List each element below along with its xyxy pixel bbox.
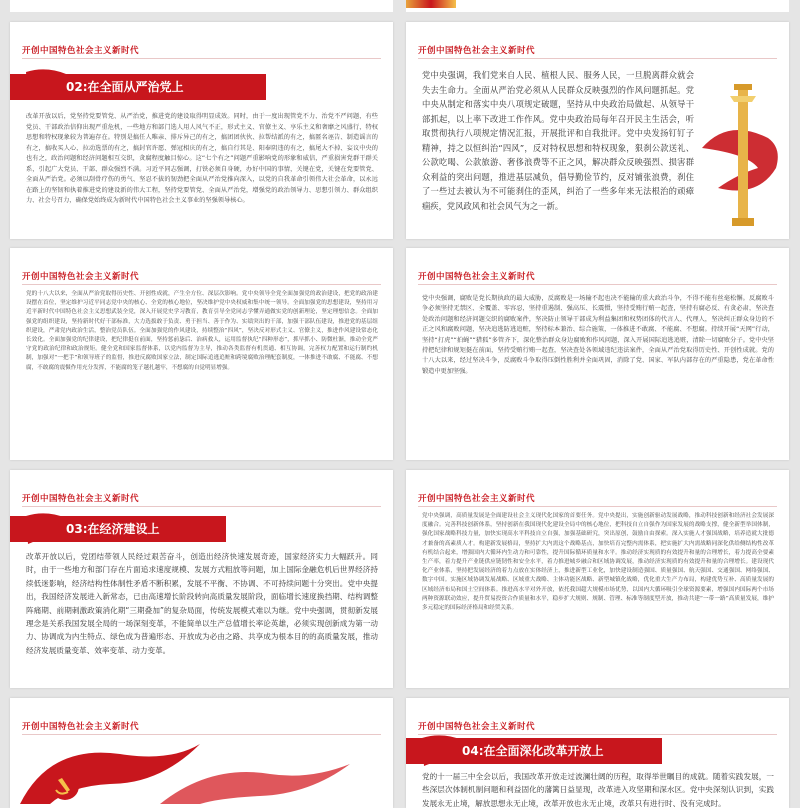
slide-body-text: 党中央强调，我们党来自人民、植根人民、服务人民，一旦脱离群众就会失去生命力。全面从严治党必须从人民群众反映强烈的作风问题抓起。党中央从制定和落实中央八项规定破题，坚持从中央政治局做起、从领导干部抓起，以上率下改进工作作风。党中央政治局每年召开民主生活会，听取贯彻执行八项规定情况汇报，开展批评和自我批评。党中央发扬钉钉子精神，持之以恒纠治“四风”，反对特权思想和特权现象，狠刹公款送礼、公款吃喝、公款旅游、奢侈浪费等不正之风，解决群众反映强烈、损害群众利益的突出问题，推进基层减负，倡导勤俭节约，反对铺张浪费，刹住了一些过去被认为不可能刹住的歪风，纠治了一些多年来无法根治的顽瘴痼疾，党风政风和社会风气为之一新。 — [422, 70, 694, 211]
prev-slide-right-strip — [406, 0, 789, 12]
header-divider — [22, 506, 381, 507]
section-title-02: 02:在全面从严治党上 — [10, 74, 266, 100]
fireworks-image — [406, 0, 456, 8]
red-ribbon-emblem-graphic — [10, 734, 393, 804]
ribbon-pillar-graphic — [698, 78, 784, 228]
slide-header-label: 开创中国特色社会主义新时代 — [22, 494, 140, 504]
slide-header-label: 开创中国特色社会主义新时代 — [418, 272, 536, 282]
prev-slide-left-strip — [10, 0, 393, 12]
slide-anti-corruption — [406, 248, 789, 460]
slide-header-label: 开创中国特色社会主义新时代 — [22, 722, 140, 732]
header-divider — [22, 284, 381, 285]
slide-body-text: 党中央强调，高质量发展是全面建设社会主义现代化国家的首要任务。党中央提出，实施创新驱动发展战略，推动科技创新和经济社会发展深度融合。完善科技创新体系，坚持创新在我国现代化建设全局中的核心地位，把科技自立自强作为国家发展的战略支撑，健全新型举国体制，强化国家战略科技力量，加快实现高水平科技自立自强，加强基础研究，突出原创，鼓励自由探索。深入实施人才强国战略，培养造就大批德才兼备的高素质人才。构建新发展格局，坚持扩大内需这个战略基点，加快培育完整内需体系，把实施扩大内需战略同深化供给侧结构性改革有机结合起来，增强国内大循环内生动力和可靠性，提升国际循环质量和水平。推动经济实现质的有效提升和量的合理增长，着力提高全要素生产率，着力提升产业链供应链韧性和安全水平，着力推进城乡融合和区域协调发展，推动经济实现质的有效提升和量的合理增长。建设现代化产业体系，坚持把发展经济的着力点放在实体经济上，推进新型工业化，加快建设制造强国、质量强国、航天强国、交通强国、网络强国、数字中国。实施区域协调发展战略、区域重大战略、主体功能区战略、新型城镇化战略，优化重大生产力布局，构建优势互补、高质量发展的区域经济布局和国土空间体系。推进高水平对外开放，依托我国超大规模市场优势，以国内大循环吸引全球资源要素，增强国内国际两个市场两种资源联动效应，提升贸易投资合作质量和水平，稳步扩大规则、规制、管理、标准等制度型开放，推动共建“一带一路”高质量发展，维护多元稳定的国际经济格局和经贸关系。 — [422, 513, 774, 612]
slide-header-label: 开创中国特色社会主义新时代 — [418, 46, 536, 56]
slide-body-text: 改革开放以后，党团结带领人民经过艰苦奋斗，创造出经济快速发展奇迹，国家经济实力大幅跃升。同时，由于一些地方和部门存在片面追求速度规模、发展方式粗放等问题，加上国际金融危机后世界经济持续低迷影响，经济结构性体制性矛盾不断积累，发展不平衡、不协调、不可持续问题十分突出。党中央提出，我国经济发展进入新常态，已由高速增长阶段转向高质量发展阶段，面临增长速度换挡期、结构调整阵痛期、前期刺激政策消化期“三期叠加”的复杂局面，传统发展模式难以为继。党中央强调，贯彻新发展理念是关系我国发展全局的一场深刻变革，不能简单以生产总值增长率论英雄，必须实现创新成为第一动力、协调成为内生特点、绿色成为普遍形态、开放成为必由之路、共享成为根本目的的高质量发展，推动经济发展质量变革、效率变革、动力变革。 — [26, 552, 378, 655]
slide-high-quality-development — [406, 470, 789, 688]
slide-header-label: 开创中国特色社会主义新时代 — [22, 46, 140, 56]
header-divider — [418, 284, 777, 285]
slide-party-building-achievements — [10, 248, 393, 460]
slide-economic-development — [10, 470, 393, 688]
slide-party-discipline-intro — [10, 22, 393, 239]
slide-header-label: 开创中国特色社会主义新时代 — [418, 494, 536, 504]
slide-body-text: 改革开放以后，党坚持党要管党、从严治党，推进党的建设取得明显成效。同时，由于一度出现管党不力、治党不严问题，有些党员、干部政治信仰出现严重危机，一些地方和部门选人用人风气不正，形式主义、官僚主义、享乐主义和奢靡之风盛行，特权思想和特权现象较为普遍存在。特别是搞任人唯亲、排斥异己的有之，搞团团伙伙、拉帮结派的有之，搞匿名诬告、制造谣言的有之，搞收买人心、拉动选票的有之，搞封官许愿、弹冠相庆的有之，搞自行其是、阳奉阴违的有之，搞尾大不掉、妄议中央的也有之，政治问题和经济问题相互交织，贪腐程度触目惊心。这“七个有之”问题严重影响党的形象和威信，严重损害党群干群关系，引起广大党员、干部、群众强烈不满。习近平同志强调，打铁必须自身硬，办好中国的事情，关键在党，关键在党要管党、全面从严治党。必须以刮骨疗伤的勇气、坚忍不拔的韧劲把全面从严治党推向深入，以党的自我革命引领伟大社会革命，以永远在路上的坚韧和执着推进党的建设新的伟大工程，坚持党要管党、全面从严治党，增强党的政治领导力、思想引领力、群众组织力、社会号召力，确保党始终成为新时代中国特色社会主义事业的坚强领导核心。 — [26, 113, 378, 204]
header-divider — [418, 734, 777, 735]
slide-reform-opening — [406, 698, 789, 808]
slide-decorative-partial — [10, 698, 393, 808]
slide-header-label: 开创中国特色社会主义新时代 — [22, 272, 140, 282]
slide-body-text: 党中央强调，腐败是党长期执政的最大威胁，反腐败是一场输不起也决不能输的重大政治斗争，不得不能有丝毫松懈。反腐败斗争必须坚持无禁区、全覆盖、零容忍，坚持重遏制、强高压、长震慑，坚持受贿行贿一起查，坚持有腐必反、有贪必肃，坚决查处政治问题和经济问题交织的腐败案件，坚决防止领导干部成为利益集团和权势团体的代言人、代理人，坚决纠正群众身边的不正之风和腐败问题，坚决追逃防逃追赃，坚持标本兼治、综合施策，一体推进不敢腐、不能腐、不想腐。持续开展“天网”行动，坚持“打虎”“拍蝇”“猎狐”多管齐下，深化整治群众身边腐败和作风问题，深入开展国际追逃追赃，清除一切腐败分子。党中央坚持把纪律和规矩挺在前面，坚持受贿行贿一起查，坚决查处各领域违纪违法案件，全面从严治党取得历史性、开创性成就。党的十八大以来，经过坚决斗争，反腐败斗争取得压倒性胜利并全面巩固，消除了党、国家、军队内部存在的严重隐患，党在革命性锻造中更加坚强。 — [422, 295, 774, 375]
slide-body-text: 党的十八大以来，全面从严治党取得历史性、开创性成就，产生全方位、深层次影响。党中央领导全党全面加强党的政治建设，把党的政治建设摆在首位，坚定维护习近平同志党中央的核心、全党的核心地位，坚决维护党中央权威和集中统一领导。全面加强党的思想建设，坚持用习近平新时代中国特色社会主义思想武装全党，深入开展党史学习教育，教育引导全党同志学懂弄通做实党的创新理论，坚定理想信念。全面加强党的组织建设，坚持新时代好干部标准，大力选拔敢于负责、勇于担当、善于作为、实绩突出的干部，加强干部队伍建设，推进党的基层组织建设，严肃党内政治生活，整治党员队伍。全面加强党的作风建设，持续整治“四风”，坚决反对形式主义、官僚主义，推进作风建设常态化长效化。全面加强党的纪律建设，把纪律挺在前面，坚持惩前毖后、治病救人，运用监督执纪“四种形态”，抓早抓小、防微杜渐，推动全党严守党的政治纪律和政治规矩。健全党和国家监督体系，以党内监督为主导，推动各类监督有机贯通、相互协调，完善权力配置和运行制约机制，加强对“一把手”和领导班子的监督，推进反腐败国家立法，制定国际追逃追赃和跨境腐败治理配套制度，一体推进不敢腐、不能腐、不想腐，不敢腐的震慑作用充分发挥，不能腐的笼子越扎越牢，不想腐的自觉明显增强。 — [26, 291, 378, 371]
slide-header-label: 开创中国特色社会主义新时代 — [418, 722, 536, 732]
section-title-04: 04:在全面深化改革开放上 — [406, 738, 662, 764]
header-divider — [22, 58, 381, 59]
header-divider — [418, 506, 777, 507]
header-divider — [418, 58, 777, 59]
section-title-03: 03:在经济建设上 — [10, 516, 226, 542]
slide-style-rectification — [406, 22, 789, 239]
slide-body-text: 党的十一届三中全会以后，我国改革开放走过波澜壮阔的历程，取得举世瞩目的成就。随着实践发展，一些深层次体制机制问题和利益固化的藩篱日益显现，改革进入攻坚期和深水区。党中央深刻认识到，实践发展永无止境，解放思想永无止境，改革开放也永无止境，改革只有进行时、没有完成时。 — [422, 772, 774, 808]
